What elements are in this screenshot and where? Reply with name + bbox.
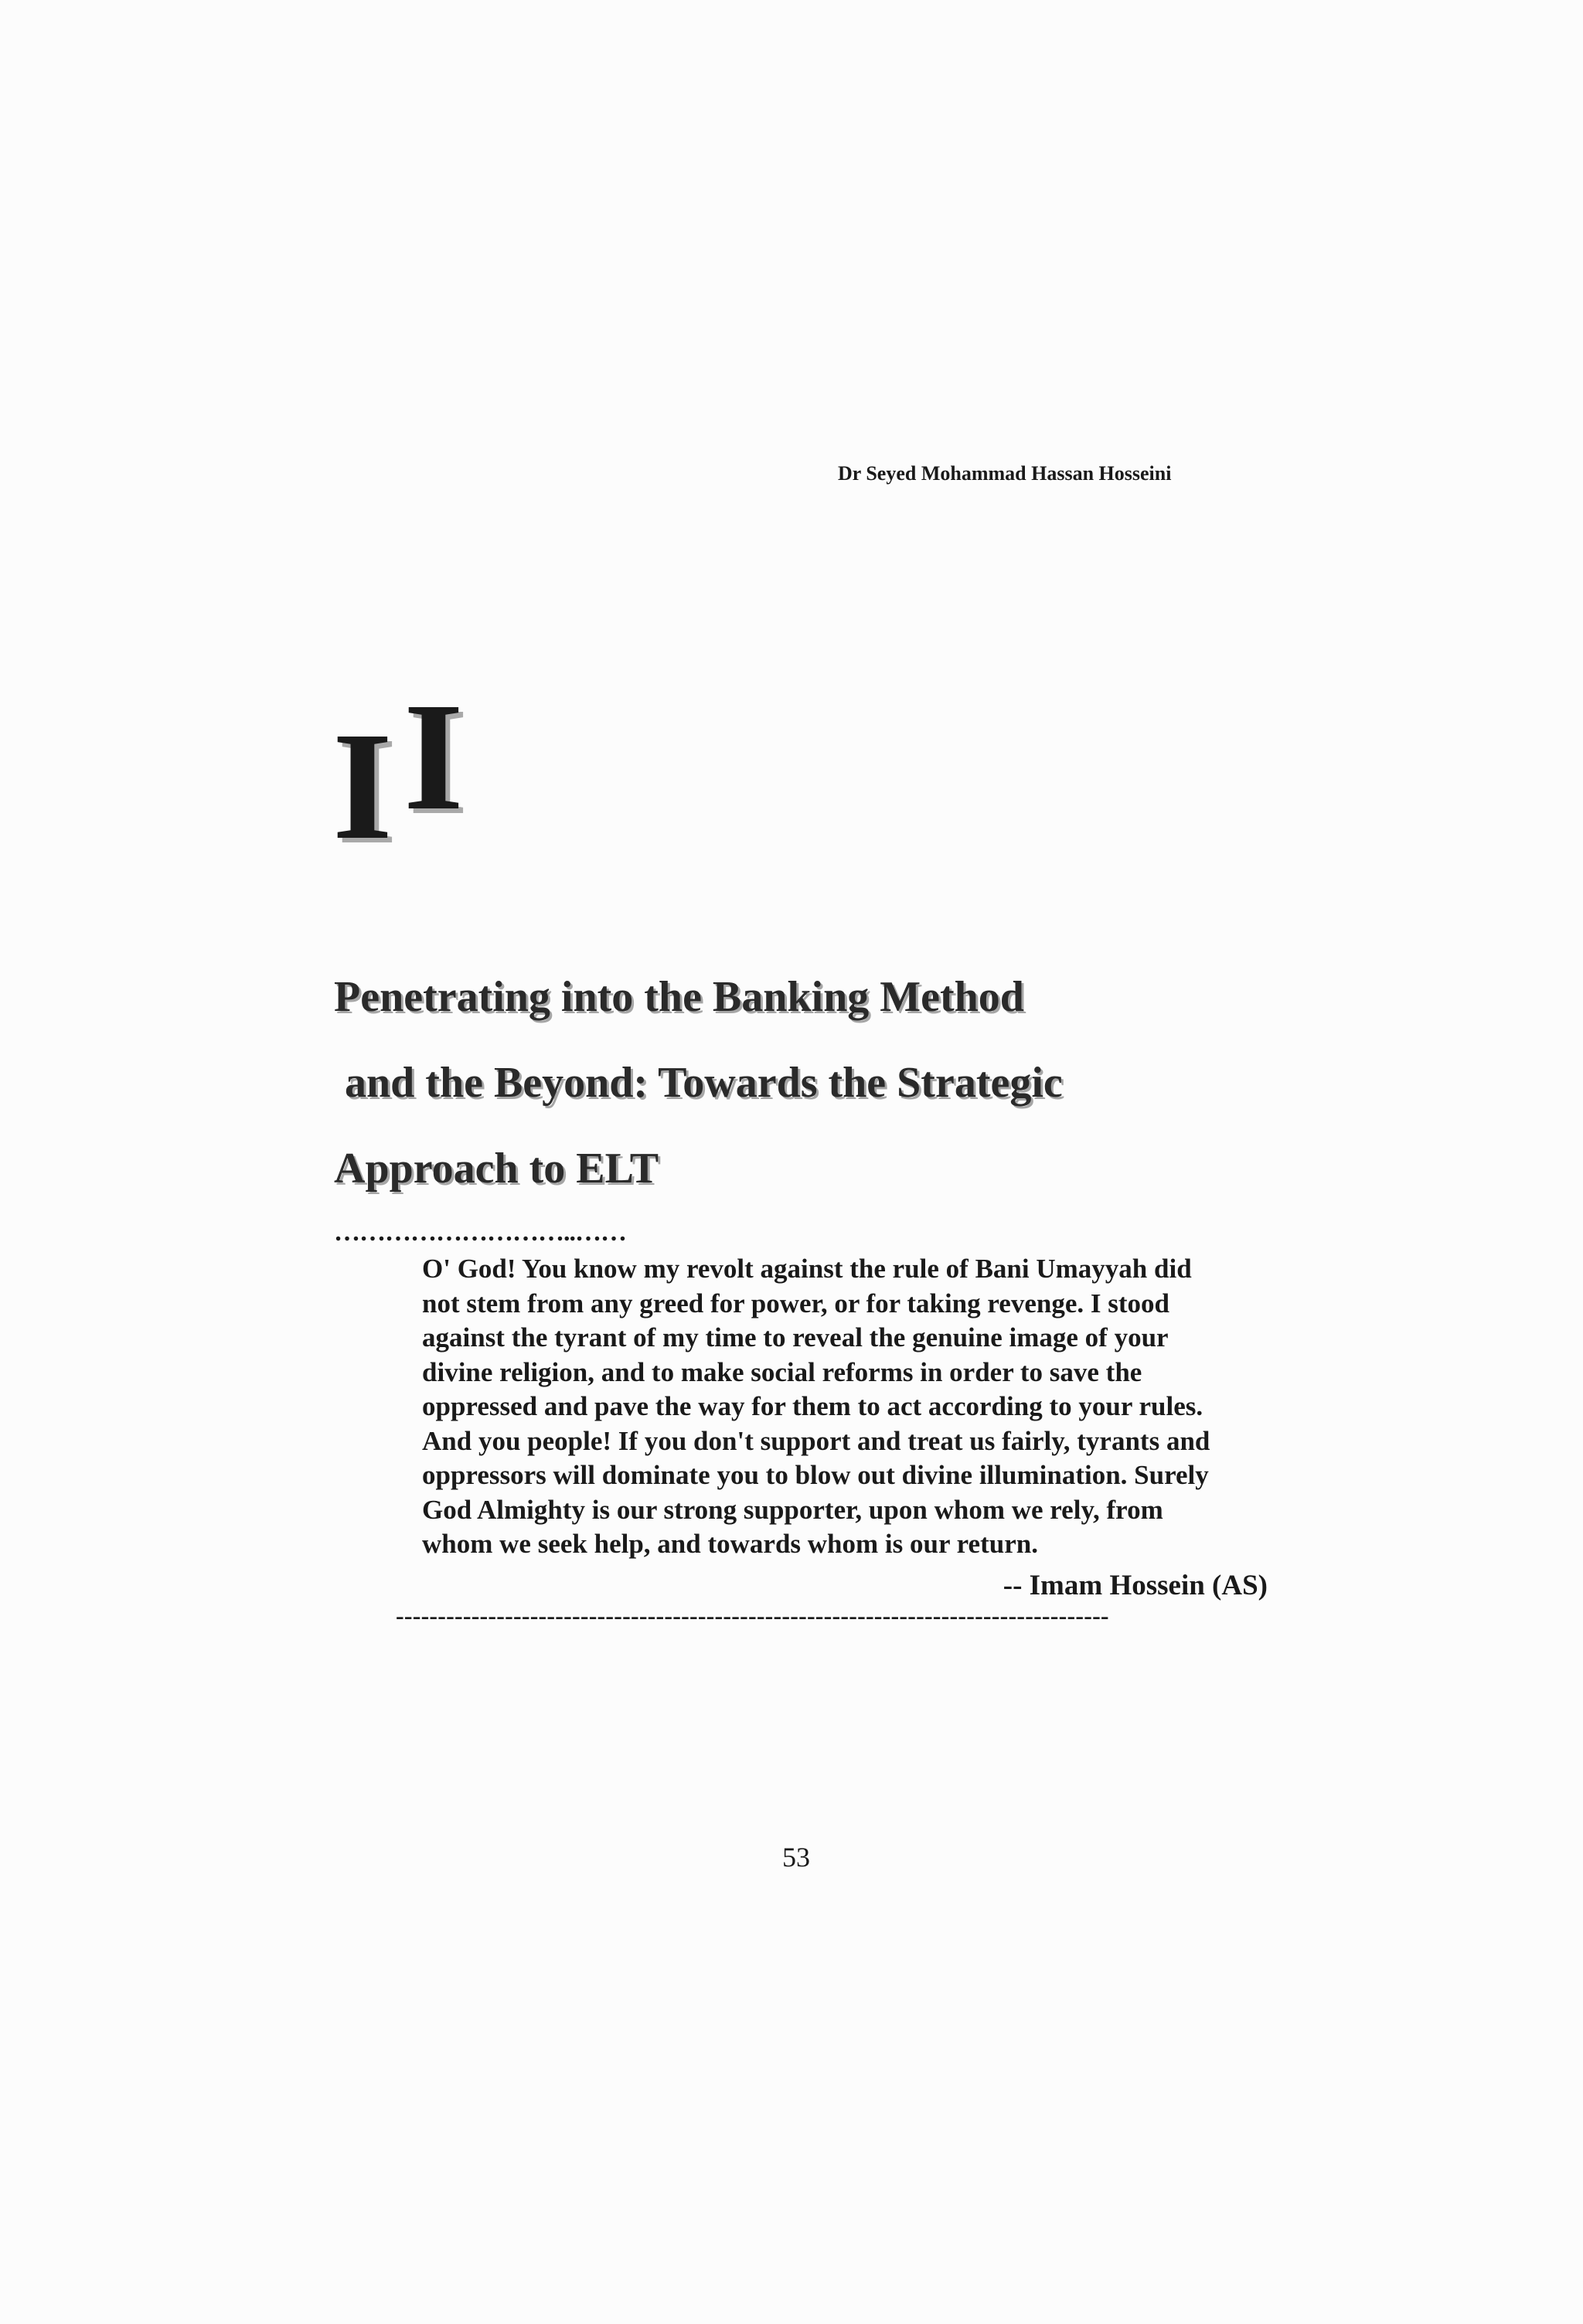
running-header-author: Dr Seyed Mohammad Hassan Hosseini <box>838 462 1172 485</box>
quote-attribution: -- Imam Hossein (AS) <box>1003 1570 1268 1601</box>
dashed-separator: ------------------------------------------------------------------------------------- <box>396 1601 1109 1629</box>
quote-line: God Almighty is our strong supporter, upon whom we rely, from <box>422 1494 1163 1525</box>
chapter-numeral-left: I <box>332 701 393 872</box>
quote-line: O' God! You know my revolt against the rule of Bani Umayyah did <box>422 1254 1192 1284</box>
chapter-title-line: Penetrating into the Banking Method <box>334 973 1024 1021</box>
chapter-numeral <box>332 672 518 872</box>
chapter-title <box>334 954 1261 1212</box>
chapter-numeral-right: I <box>403 672 464 842</box>
quote-line: divine religion, and to make social reforms in order to save the <box>422 1356 1142 1387</box>
quote-line: oppressors will dominate you to blow out divine illumination. Surely <box>422 1460 1209 1490</box>
quote-line: whom we seek help, and towards whom is our return. <box>422 1529 1038 1559</box>
chapter-title-line: and the Beyond: Towards the Strategic <box>345 1059 1063 1107</box>
quote-line: not stem from any greed for power, or for taking revenge. I stood <box>422 1288 1169 1319</box>
page-number: 53 <box>782 1842 810 1873</box>
leader-dots: ………………………..…… <box>334 1218 626 1247</box>
quote-line: oppressed and pave the way for them to act according to your rules. <box>422 1391 1203 1421</box>
chapter-title-line: Approach to ELT <box>334 1145 659 1193</box>
epigraph-quote <box>422 1252 1257 1562</box>
quote-line: against the tyrant of my time to reveal the genuine image of your <box>422 1322 1169 1353</box>
quote-line: And you people! If you don't support and treat us fairly, tyrants and <box>422 1425 1210 1456</box>
